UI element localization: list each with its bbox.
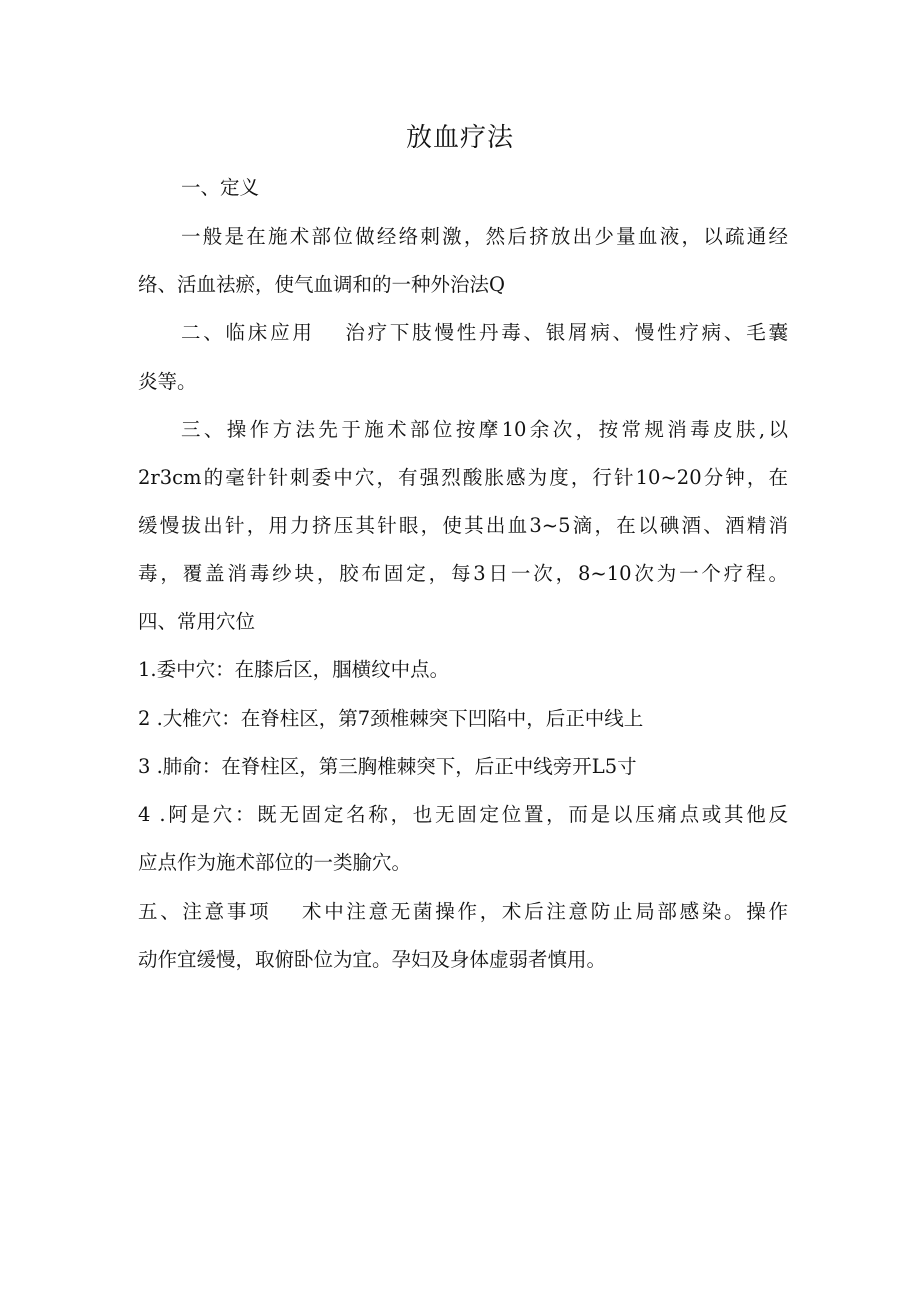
precautions-line-2: 动作宜缓慢，取俯卧位为宜。孕妇及身体虚弱者慎用。 (138, 948, 607, 971)
precautions-text-1: 术中注意无菌操作，术后注意防止局部感染。操作 (299, 900, 788, 923)
acupoints-heading: 四、常用穴位 (138, 610, 256, 633)
method-line-4: 毒，覆盖消毒纱块，胶布固定，每3日一次，8~10次为一个疗程。 (138, 562, 788, 585)
clinical-line-2: 炎等。 (138, 370, 197, 393)
method-line-3: 缓慢拔出针，用力挤压其针眼，使其出血3~5滴，在以碘酒、酒精消 (138, 514, 788, 537)
method-line-1: 三、操作方法先于施术部位按摩10余次，按常规消毒皮肤,以 (181, 418, 788, 441)
acupoint-item-3: 3 .肺俞：在脊柱区，第三胸椎棘突下，后正中线旁开L5寸 (138, 755, 637, 778)
method-line-2: 2r3cm的毫针针刺委中穴，有强烈酸胀感为度，行针10~20分钟，在 (138, 466, 788, 489)
precautions-heading: 五、注意事项 (138, 900, 272, 923)
document-title: 放血疗法 (405, 123, 514, 153)
acupoint-item-2: 2 .大椎穴：在脊柱区，第7颈椎棘突下凹陷中，后正中线上 (138, 707, 644, 730)
acupoint-item-4-line-2: 应点作为施术部位的一类腧穴。 (138, 851, 412, 874)
definition-heading: 一、定义 (181, 176, 260, 199)
definition-line-2: 络、活血祛瘀，使气血调和的一种外治法Q (138, 273, 505, 296)
precautions-line-1 (138, 897, 788, 927)
acupoint-item-4-line-1: 4 .阿是穴：既无固定名称，也无固定位置，而是以压痛点或其他反 (138, 803, 788, 826)
clinical-line-1 (181, 318, 788, 348)
acupoint-item-1: 1.委中穴：在膝后区，腘横纹中点。 (138, 658, 450, 681)
clinical-text-1: 治疗下肢慢性丹毒、银屑病、慢性疗病、毛囊 (342, 321, 788, 344)
definition-line-1: 一般是在施术部位做经络刺激，然后挤放出少量血液，以疏通经 (181, 225, 788, 248)
clinical-heading: 二、临床应用 (181, 321, 315, 344)
